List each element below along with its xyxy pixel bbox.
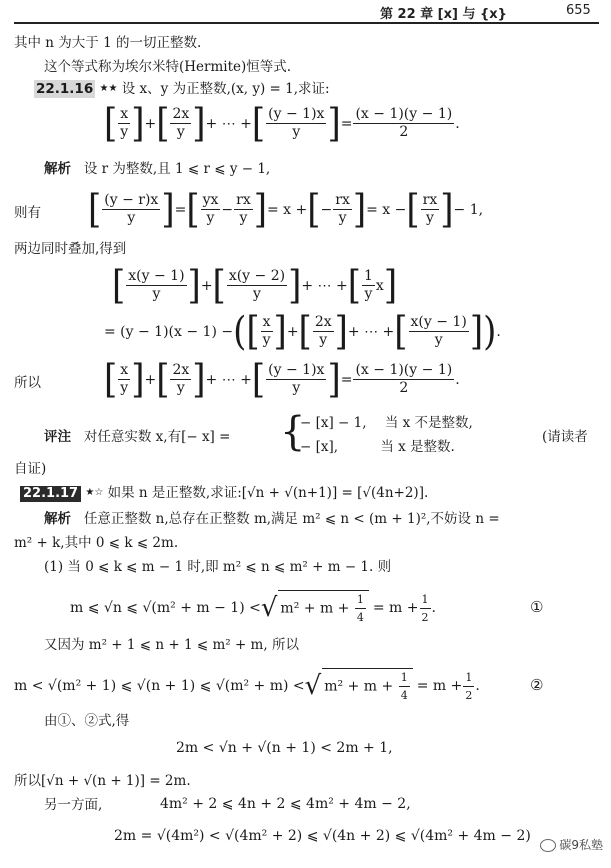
equation-marker-1: ① xyxy=(530,598,544,616)
equation-hermite: [ $\frac{x}{y}$ ] + [ $\frac{2x}{y}$ ] + ⋯ + [ $\frac{(y - 1)x}{y}$ ] = $\frac{(x - 1)(y - 1)}{2}$ . xyxy=(104,100,460,147)
eq-tail: = x − xyxy=(366,201,407,218)
problem-17-label: 22.1.17 xyxy=(20,486,81,502)
case-1 xyxy=(300,414,473,432)
frac-num: 2x xyxy=(314,314,332,330)
equation-then: [ $\frac{(y - r)x}{y}$ ] = [ $\frac{yx}{y}$ − $\frac{rx}{y}$ ] = x + [ − $\frac{rx}{y}$ ] = x − [ $\frac{rx}{y}$ ] − 1, xyxy=(88,186,484,233)
frac-num: (y − 1)x xyxy=(268,106,325,122)
equation-marker-2: ② xyxy=(530,676,544,694)
case-2 xyxy=(300,438,455,456)
frac-num: x xyxy=(261,314,273,332)
analysis-16 xyxy=(44,160,270,178)
case-2-expr: − [x], xyxy=(300,439,339,455)
frac-den: y xyxy=(338,210,347,226)
intro-line-2: 这个等式称为埃尔米特(Hermite)恒等式. xyxy=(44,59,292,75)
frac-num: 2x xyxy=(172,106,190,122)
ineq-1-expr: m ⩽ √n ⩽ √(m² + m − 1) < xyxy=(70,600,261,616)
frac-den: y xyxy=(127,210,136,226)
frac-den: y xyxy=(319,332,328,348)
frac-den: y xyxy=(120,124,129,140)
frac-den: y xyxy=(292,380,301,396)
comment-tail: (请读者 xyxy=(542,429,588,445)
analysis-label: 解析 xyxy=(44,511,71,527)
frac-num: x(y − 2) xyxy=(228,268,286,284)
dots: + ⋯ + xyxy=(205,115,252,132)
final-equation: 2m = √(4m²) < √(4m² + 2) ⩽ √(4n + 2) ⩽ √(4m² + 4m − 2) xyxy=(114,828,531,844)
frac-den: y xyxy=(425,210,434,226)
sum-text: 两边同时叠加,得到 xyxy=(14,241,127,257)
so-label: 所以 xyxy=(14,375,41,391)
problem-16-heading xyxy=(34,80,330,98)
also-text: 又因为 m² + 1 ⩽ n + 1 ⩽ m² + m, 所以 xyxy=(44,637,299,653)
difficulty-stars: ★★ xyxy=(99,83,118,94)
frac-num: (y − 1)x xyxy=(268,362,325,378)
equation-so: [ $\frac{x}{y}$ ] + [ $\frac{2x}{y}$ ] + ⋯ + [ $\frac{(y - 1)x}{y}$ ] = $\frac{(x - 1)(y - 1)}{2}$ . xyxy=(104,356,460,403)
frac-den: y xyxy=(176,124,185,140)
other-equation: 4m² + 2 ⩽ 4n + 2 ⩽ 4m² + 4m − 2, xyxy=(160,796,411,812)
case-1-cond: 当 x 不是整数, xyxy=(384,415,473,431)
frac-num: x(y − 1) xyxy=(128,268,185,284)
problem-17-heading xyxy=(20,484,428,502)
frac-num: rx xyxy=(422,192,438,208)
frac-num: 1 xyxy=(364,268,373,284)
eq-prefix: = (y − 1)(x − 1) − xyxy=(104,323,234,340)
analysis-17-line-2: m² + k,其中 0 ⩽ k ⩽ 2m. xyxy=(14,535,179,551)
watermark-text: 碳9私塾 xyxy=(559,838,603,852)
frac-num: 2x xyxy=(172,362,190,378)
frac-den: y xyxy=(239,210,248,226)
result-equation: 2m < √n + √(n + 1) < 2m + 1, xyxy=(176,740,393,756)
analysis-text: 设 r 为整数,且 1 ⩽ r ⩽ y − 1, xyxy=(83,161,271,177)
ineq-2-expr: m < √(m² + 1) ⩽ √(n + 1) ⩽ √(m² + m) < xyxy=(14,678,305,694)
comment-end: 自证) xyxy=(14,461,47,477)
comment-16 xyxy=(44,428,230,446)
frac-num: rx xyxy=(236,192,251,208)
equation-sum-1: [ $\frac{x(y - 1)}{y}$ ] + [ $\frac{x(y - 2)}{y}$ ] + ⋯ + [ $\frac{1}{y}$ x ] xyxy=(112,262,398,309)
frac-num: x xyxy=(118,106,130,124)
case-2-cond: 当 x 是整数. xyxy=(380,439,455,455)
ineq-2-tail: = m + xyxy=(416,678,463,694)
frac-num: yx xyxy=(202,192,219,208)
inequality-1: m ⩽ √n ⩽ √(m² + m − 1) < √ m² + m + $\frac{1}{4}$ = m + $\frac{1}{2}$ . xyxy=(70,590,436,626)
frac-num: (y − r)x xyxy=(104,192,159,208)
from-text: 由①、②式,得 xyxy=(44,713,130,729)
frac-den: y xyxy=(262,332,271,348)
analysis-17-line-1 xyxy=(44,510,500,528)
ineq-1-tail: = m + xyxy=(372,600,419,616)
problem-16-statement: 设 x、y 为正整数,(x, y) = 1,求证: xyxy=(121,81,330,97)
analysis-text: 任意正整数 n,总存在正整数 m,满足 m² ⩽ n < (m + 1)²,不妨设 n = xyxy=(83,511,500,527)
chapter-title: 第 22 章 [x] 与 {x} xyxy=(380,7,507,22)
other-text: 另一方面, xyxy=(44,797,103,813)
frac-den: y xyxy=(252,286,261,302)
then-label: 则有 xyxy=(14,205,41,221)
page-number: 655 xyxy=(566,3,591,18)
intro-line-1: 其中 n 为大于 1 的一切正整数. xyxy=(14,35,202,51)
comment-text: 对任意实数 x,有[− x] = xyxy=(83,429,231,445)
problem-17-statement: 如果 n 是正整数,求证:[√n + √(n+1)] = [√(4n+2)]. xyxy=(107,485,429,501)
therefore-text: 所以[√n + √(n + 1)] = 2m. xyxy=(14,773,191,789)
wechat-icon xyxy=(540,839,556,852)
problem-16-label: 22.1.16 xyxy=(36,81,94,97)
frac-num: (x − 1)(y − 1) xyxy=(355,106,453,122)
header-rule xyxy=(14,22,599,24)
case-1-text: (1) 当 0 ⩽ k ⩽ m − 1 时,即 m² ⩽ n ⩽ m² + m − 1. 则 xyxy=(44,559,392,575)
eq-tail: − 1, xyxy=(453,201,484,218)
frac-num: x(y − 1) xyxy=(410,314,467,330)
frac-den: y xyxy=(364,286,373,302)
case-1-expr: − [x] − 1, xyxy=(300,415,367,431)
frac-num: rx xyxy=(335,192,350,208)
frac-num: (x − 1)(y − 1) xyxy=(355,362,453,378)
comment-label: 评注 xyxy=(44,429,71,445)
equation-sum-2: = (y − 1)(x − 1) − ( [ $\frac{x}{y}$ ] + [ $\frac{2x}{y}$ ] + ⋯ + [ $\frac{x(y - 1)}{y}$ ] ) . xyxy=(104,308,501,355)
cases-brace: { xyxy=(280,409,306,455)
frac-den: y xyxy=(176,380,185,396)
frac-den: 2 xyxy=(399,380,409,396)
frac-den: y xyxy=(120,380,129,396)
frac-den: 2 xyxy=(399,124,409,140)
difficulty-stars: ★☆ xyxy=(85,487,104,498)
frac-num: x xyxy=(118,362,130,380)
frac-den: y xyxy=(292,124,301,140)
eq-tail: = x + xyxy=(267,201,308,218)
watermark xyxy=(540,836,603,853)
inequality-2: m < √(m² + 1) ⩽ √(n + 1) ⩽ √(m² + m) < √ m² + m + $\frac{1}{4}$ = m + $\frac{1}{2}$ . xyxy=(14,668,480,704)
analysis-label: 解析 xyxy=(44,161,71,177)
frac-den: y xyxy=(152,286,161,302)
frac-den: y xyxy=(206,210,215,226)
frac-den: y xyxy=(434,332,443,348)
